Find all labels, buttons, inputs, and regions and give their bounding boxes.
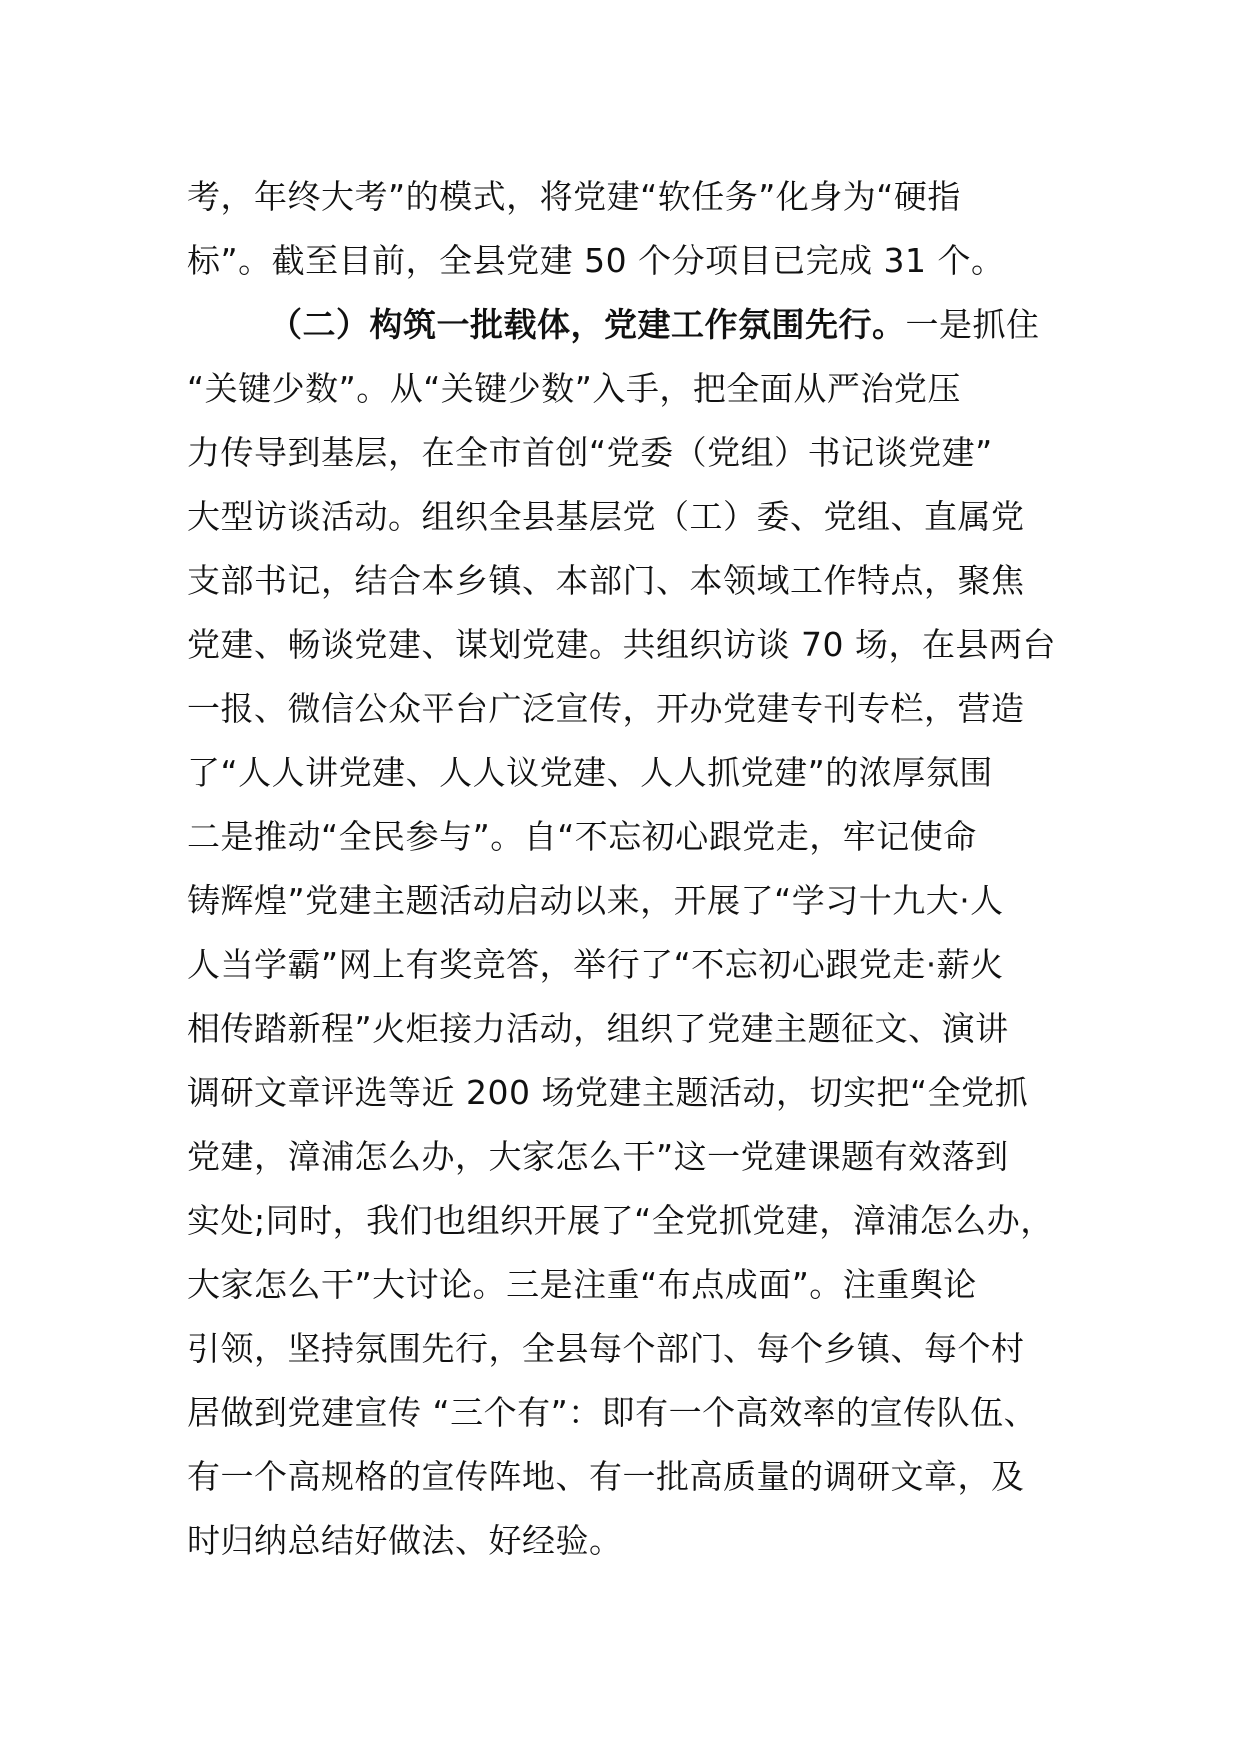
text-line-22: 时归纳总结好做法、好经验。	[187, 1521, 623, 1560]
body-text	[187, 165, 1087, 1573]
text-line-7: 支部书记，结合本乡镇、本部门、本领域工作特点，聚焦	[187, 561, 1025, 600]
text-line-16: 党建，漳浦怎么办，大家怎么干”这一党建课题有效落到	[187, 1137, 1009, 1176]
section-heading: （二）构筑一批载体，党建工作氛围先行。	[269, 305, 906, 344]
text-line-12: 铸辉煌”党建主题活动启动以来，开展了“学习十九大·人	[187, 881, 1004, 920]
text-line-9: 一报、微信公众平台广泛宣传，开办党建专刊专栏，营造	[187, 689, 1025, 728]
text-line-19: 引领，坚持氛围先行，全县每个部门、每个乡镇、每个村	[187, 1329, 1025, 1368]
text-line-18: 大家怎么干”大讨论。三是注重“布点成面”。注重舆论	[187, 1265, 977, 1304]
text-line-8: 党建、畅谈党建、谋划党建。共组织访谈 70 场，在县两台	[187, 625, 1056, 664]
text-line-14: 相传踏新程”火炬接力活动，组织了党建主题征文、演讲	[187, 1009, 1009, 1048]
text-line-6: 大型访谈活动。组织全县基层党（工）委、党组、直属党	[187, 497, 1025, 536]
section-heading-line	[187, 293, 1087, 357]
text-line-4: “关键少数”。从“关键少数”入手，把全面从严治党压	[187, 369, 961, 408]
text-line-5: 力传导到基层，在全市首创“党委（党组）书记谈党建”	[187, 433, 993, 472]
text-line-17: 实处;同时，我们也组织开展了“全党抓党建，漳浦怎么办，	[187, 1201, 1054, 1240]
text-line-20: 居做到党建宣传 “三个有”：即有一个高效率的宣传队伍、	[187, 1393, 1038, 1432]
text-line-11: 二是推动“全民参与”。自“不忘初心跟党走，牢记使命	[187, 817, 977, 856]
text-line-10: 了“人人讲党建、人人议党建、人人抓党建”的浓厚氛围	[187, 753, 993, 792]
text-line-15: 调研文章评选等近 200 场党建主题活动，切实把“全党抓	[187, 1073, 1029, 1112]
text-line-2: 标”。截至目前，全县党建 50 个分项目已完成 31 个。	[187, 241, 1005, 280]
text-line-21: 有一个高规格的宣传阵地、有一批高质量的调研文章，及	[187, 1457, 1025, 1496]
section-lead-text: 一是抓住	[905, 305, 1040, 344]
text-line-1: 考，年终大考”的模式，将党建“软任务”化身为“硬指	[187, 177, 961, 216]
text-line-13: 人当学霸”网上有奖竞答，举行了“不忘初心跟党走·薪火	[187, 945, 1004, 984]
